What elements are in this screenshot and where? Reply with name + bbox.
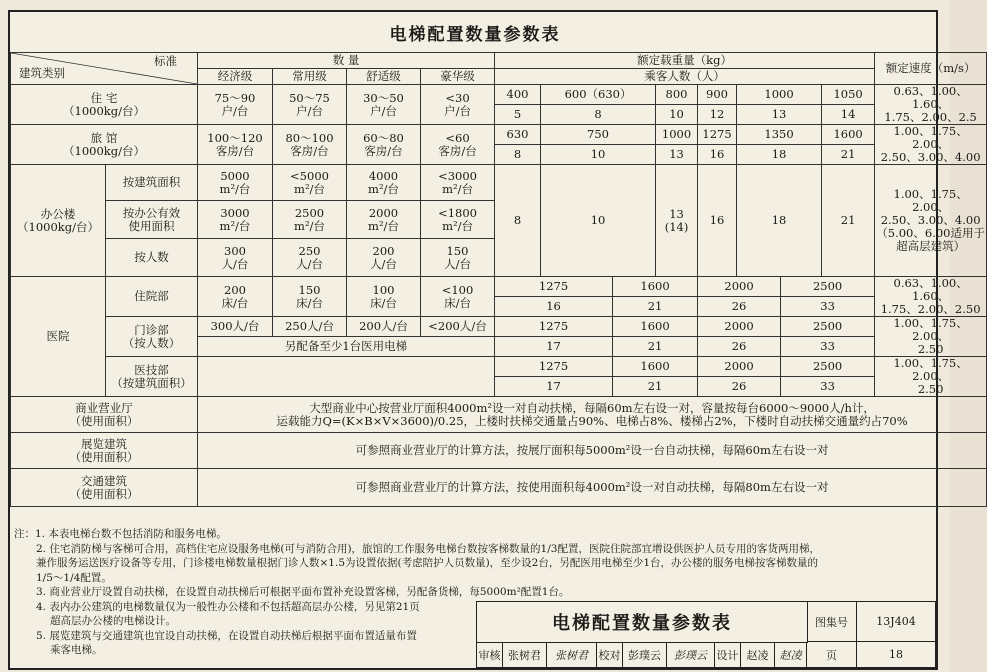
persons-cell: 18 — [737, 165, 822, 277]
col-label: 建筑类别 — [19, 66, 65, 80]
load-cell: 1000 — [656, 125, 698, 145]
note-line: 5. 展览建筑与交通建筑也宜设自动扶梯，在设置自动扶梯后根据平面布置适量布置 — [36, 629, 417, 642]
persons-cell: 33 — [781, 337, 875, 357]
hospital-outpatient-row — [11, 317, 987, 337]
qty-cell: 3000 m²/台 — [198, 201, 273, 239]
office-row-area — [11, 165, 987, 201]
office-name: 办公楼 （1000kg/台） — [11, 165, 106, 277]
load-cell: 1275 — [495, 317, 613, 337]
note-line: 注：1. 本表电梯台数不包括消防和服务电梯。 — [14, 528, 227, 540]
load-cell: 800 — [656, 85, 698, 105]
hospital-name: 医院 — [11, 277, 106, 397]
qty-cell: <1800 m²/台 — [421, 201, 495, 239]
persons-cell: 10 — [541, 145, 656, 165]
qty-cell: 4000 m²/台 — [347, 165, 421, 201]
speed-cell: 1.00、1.75、2.00、 2.50、3.00、4.00 （5.00、6.00适用于 超高层建筑） — [875, 165, 987, 277]
speed-cell: 0.63、1.00、1.60、 1.75、2.00、2.5 — [875, 85, 987, 125]
hospital-dept: 住院部 — [106, 277, 198, 317]
page-label: 页 — [807, 642, 857, 667]
transport-row — [11, 469, 987, 507]
persons-cell: 26 — [698, 377, 781, 397]
persons-cell: 17 — [495, 337, 613, 357]
qty-cell: <30 户/台 — [421, 85, 495, 125]
load-cell: 400 — [495, 85, 541, 105]
persons-cell: 13 — [737, 105, 822, 125]
empty-cell — [198, 357, 495, 397]
note-line: 2. 住宅消防梯与客梯可合用，高档住宅应设服务电梯(可与消防合用)，旅馆的工作服务电梯台数按客梯数量的1/3配置，医院住院部宜增设供医护人员专用的客货两用梯， — [36, 542, 820, 555]
load-cell: 2500 — [781, 317, 875, 337]
level-comfort: 舒适级 — [347, 69, 421, 85]
designer-name: 赵凌 — [741, 642, 775, 667]
speed-cell: 1.00、1.75、2.00、 2.50 — [875, 317, 987, 357]
commercial-name: 商业营业厅 （使用面积） — [11, 397, 198, 433]
persons-cell: 18 — [737, 145, 822, 165]
persons-cell: 13 (14) — [656, 165, 698, 277]
exhibition-row — [11, 433, 987, 469]
persons-cell: 21 — [613, 297, 698, 317]
office-basis: 按人数 — [106, 239, 198, 277]
design-label: 设计 — [715, 642, 741, 667]
check-label: 校对 — [597, 642, 623, 667]
row-label: 标准 — [154, 54, 177, 68]
load-cell: 1350 — [737, 125, 822, 145]
persons-cell: 8 — [495, 145, 541, 165]
load-cell: 1600 — [613, 357, 698, 377]
persons-cell: 21 — [822, 145, 875, 165]
qty-cell: 200 床/台 — [198, 277, 273, 317]
persons-cell: 16 — [698, 145, 737, 165]
qty-cell: 80～100 客房/台 — [273, 125, 347, 165]
load-cell: 2500 — [781, 277, 875, 297]
load-cell: 1275 — [495, 277, 613, 297]
transport-text: 可参照商业营业厅的计算方法，按使用面积每4000m²设一对自动扶梯，每隔80m左右设一对 — [198, 469, 987, 507]
note-line: 兼作服务运送医疗设备等专用，门诊楼电梯数量根据门诊人数×1.5为设置依据(考虑陪护人员数量)，至少设2台，另配医用电梯至少1台，办公楼的服务电梯按客梯数量的 — [36, 557, 819, 569]
qty-cell: 250 人/台 — [273, 239, 347, 277]
load-cell: 2000 — [698, 317, 781, 337]
note-line: 1/5～1/4配置。 — [36, 571, 112, 584]
exhibition-name: 展览建筑 （使用面积） — [11, 433, 198, 469]
load-cell: 600（630） — [541, 85, 656, 105]
page-title: 电梯配置数量参数表 — [389, 25, 561, 45]
office-basis: 按办公有效 使用面积 — [106, 201, 198, 239]
speed-cell: 0.63、1.00、1.60、 1.75、2.00、2.50 — [875, 277, 987, 317]
persons-cell: 5 — [495, 105, 541, 125]
hospital-dept: 门诊部 （按人数） — [106, 317, 198, 357]
speed-cell: 1.00、1.75、2.00、 2.50 — [875, 357, 987, 397]
load-cell: 1600 — [613, 317, 698, 337]
corner-header — [11, 53, 198, 85]
exhibition-text: 可参照商业营业厅的计算方法，按展厅面积每5000m²设一台自动扶梯，每隔60m左右设一对 — [198, 433, 987, 469]
load-cell: 1600 — [613, 277, 698, 297]
qty-cell: 250人/台 — [273, 317, 347, 337]
qty-cell: 200人/台 — [347, 317, 421, 337]
qty-cell: 150 人/台 — [421, 239, 495, 277]
load-cell: 1275 — [698, 125, 737, 145]
speed-cell: 1.00、1.75、2.00、 2.50、3.00、4.00 — [875, 125, 987, 165]
load-cell: 1600 — [822, 125, 875, 145]
office-basis: 按建筑面积 — [106, 165, 198, 201]
load-cell: 2000 — [698, 277, 781, 297]
commercial-row — [11, 397, 987, 433]
qty-cell: 300 人/台 — [198, 239, 273, 277]
drawing-sheet — [8, 10, 985, 670]
load-cell: 630 — [495, 125, 541, 145]
qty-cell: 60～80 客房/台 — [347, 125, 421, 165]
qty-cell: <100 床/台 — [421, 277, 495, 317]
atlas-number: 13J404 — [857, 602, 935, 642]
qty-cell: 100 床/台 — [347, 277, 421, 317]
load-cell: 1275 — [495, 357, 613, 377]
quantity-header: 数 量 — [198, 53, 495, 69]
qty-cell: 75～90 户/台 — [198, 85, 273, 125]
load-cell: 2500 — [781, 357, 875, 377]
qty-cell: <200人/台 — [421, 317, 495, 337]
atlas-label: 图集号 — [807, 602, 857, 642]
persons-cell: 21 — [822, 165, 875, 277]
qty-cell: 50～75 户/台 — [273, 85, 347, 125]
hotel-row — [11, 125, 987, 145]
level-luxury: 豪华级 — [421, 69, 495, 85]
checker-name: 彭璞云 — [623, 642, 667, 667]
qty-cell: 100～120 客房/台 — [198, 125, 273, 165]
qty-cell: 5000 m²/台 — [198, 165, 273, 201]
persons-cell: 16 — [495, 297, 613, 317]
hospital-medtech-row — [11, 357, 987, 377]
persons-cell: 10 — [656, 105, 698, 125]
persons-cell: 33 — [781, 377, 875, 397]
load-cell: 900 — [698, 85, 737, 105]
header-row — [11, 53, 987, 69]
hospital-inpatient-row — [11, 277, 987, 297]
persons-cell: 16 — [698, 165, 737, 277]
persons-cell: 8 — [541, 105, 656, 125]
persons-cell: 33 — [781, 297, 875, 317]
persons-cell: 26 — [698, 297, 781, 317]
hospital-dept: 医技部 （按建筑面积） — [106, 357, 198, 397]
qty-cell: 200 人/台 — [347, 239, 421, 277]
title-block-title: 电梯配置数量参数表 — [477, 602, 808, 643]
persons-cell: 12 — [698, 105, 737, 125]
load-cell: 750 — [541, 125, 656, 145]
residence-row — [11, 85, 987, 105]
residence-name: 住 宅 （1000kg/台） — [11, 85, 198, 125]
qty-cell: 300人/台 — [198, 317, 273, 337]
note-line: 乘客电梯。 — [50, 644, 103, 656]
level-economy: 经济级 — [198, 69, 273, 85]
qty-cell: 2000 m²/台 — [347, 201, 421, 239]
hotel-name: 旅 馆 （1000kg/台） — [11, 125, 198, 165]
outpatient-note: 另配备至少1台医用电梯 — [198, 337, 495, 357]
qty-cell: <60 客房/台 — [421, 125, 495, 165]
note-line: 超高层办公楼的电梯设计。 — [50, 615, 176, 627]
checker-signature: 彭璞云 — [667, 642, 715, 667]
persons-cell: 10 — [541, 165, 656, 277]
qty-cell: 30～50 户/台 — [347, 85, 421, 125]
speed-header: 额定速度（m/s） — [875, 53, 987, 85]
review-label: 审核 — [477, 642, 503, 667]
persons-cell: 21 — [613, 337, 698, 357]
note-line: 3. 商业营业厅设置自动扶梯，在设置自动扶梯后可根据平面布置补充设置客梯，另配备货梯，每5000m²配置1台。 — [36, 586, 570, 598]
elevator-table — [10, 52, 987, 507]
passengers-header: 乘客人数（人） — [495, 69, 875, 85]
persons-cell: 21 — [613, 377, 698, 397]
designer-signature: 赵凌 — [775, 642, 807, 667]
reviewer-signature: 张树君 — [547, 642, 597, 667]
note-line: 4. 表内办公建筑的电梯数量仅为一般性办公楼和不包括超高层办公楼，另见第21页 — [36, 600, 420, 613]
level-common: 常用级 — [273, 69, 347, 85]
qty-cell: 2500 m²/台 — [273, 201, 347, 239]
load-cell: 2000 — [698, 357, 781, 377]
persons-cell: 14 — [822, 105, 875, 125]
load-cell: 1050 — [822, 85, 875, 105]
qty-cell: <3000 m²/台 — [421, 165, 495, 201]
page-number: 18 — [889, 648, 903, 661]
persons-cell: 13 — [656, 145, 698, 165]
persons-cell: 26 — [698, 337, 781, 357]
reviewer-name: 张树君 — [503, 642, 547, 667]
load-cell: 1000 — [737, 85, 822, 105]
persons-cell: 8 — [495, 165, 541, 277]
commercial-text: 大型商业中心按营业厅面积4000m²设一对自动扶梯，每隔60m左右设一对，容量按每台6000～9000人/h计， 运载能力Q=(K×B×V×3600)/0.25，上楼时扶梯交通量占90%、电梯占8%、楼梯占2%，下楼时自动扶梯交通量约占70% — [198, 397, 987, 433]
load-header: 额定载重量（kg） — [495, 53, 875, 69]
qty-cell: 150 床/台 — [273, 277, 347, 317]
persons-cell: 17 — [495, 377, 613, 397]
qty-cell: <5000 m²/台 — [273, 165, 347, 201]
title-block — [476, 601, 936, 668]
transport-name: 交通建筑 （使用面积） — [11, 469, 198, 507]
